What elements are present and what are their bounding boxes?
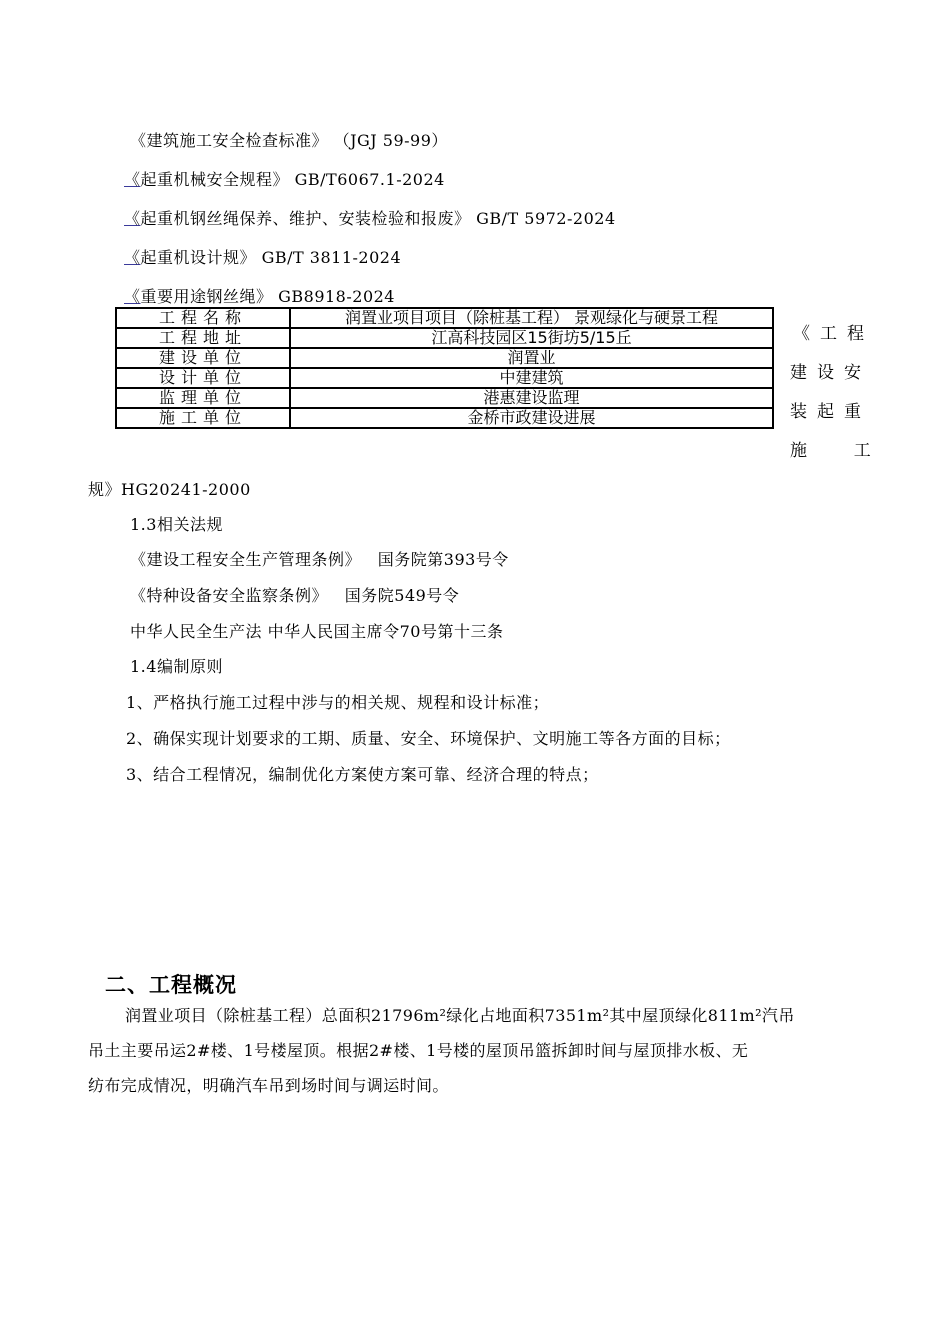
table-key: 建设单位 <box>116 348 290 368</box>
reference-mark[interactable]: 《 <box>124 209 141 228</box>
table-row <box>116 388 773 408</box>
table-row <box>116 328 773 348</box>
standard-item: 《起重机钢丝绳保养、维护、安装检验和报废》 GB/T 5972-2024 <box>124 209 616 228</box>
table-row <box>116 408 773 428</box>
reference-mark[interactable]: 《 <box>124 248 141 267</box>
side-text-line: 建设安 <box>790 363 871 383</box>
side-text-line: 《工程 <box>793 324 874 344</box>
table-value: 中建建筑 <box>290 368 773 388</box>
regulation-item: 《建设工程安全生产管理条例》 国务院第393号令 <box>130 550 509 569</box>
paragraph-line: 润置业项目（除桩基工程）总面积21796m²绿化占地面积7351m²其中屋顶绿化811m²汽吊 <box>125 1006 795 1025</box>
table-key: 工程名称 <box>116 308 290 328</box>
table-key: 设计单位 <box>116 368 290 388</box>
principle-item: 3、结合工程情况，编制优化方案使方案可靠、经济合理的特点； <box>126 765 599 784</box>
reference-mark[interactable]: 《 <box>124 287 141 306</box>
continuation-text: 规》HG20241-2000 <box>88 480 251 499</box>
standard-item: 《起重机械安全规程》 GB/T6067.1-2024 <box>124 170 445 189</box>
paragraph-line: 吊土主要吊运2#楼、1号楼屋顶。根据2#楼、1号楼的屋顶吊篮拆卸时间与屋顶排水板、无 <box>88 1041 749 1060</box>
principle-item: 2、确保实现计划要求的工期、质量、安全、环境保护、文明施工等各方面的目标； <box>126 729 731 748</box>
side-text-line: 施 工 <box>790 441 883 461</box>
principle-item: 1、严格执行施工过程中涉与的相关规、规程和设计标准； <box>126 693 550 712</box>
table-row <box>116 308 773 328</box>
table-value: 润置业项目项目（除桩基工程） 景观绿化与硬景工程 <box>290 308 773 328</box>
standard-item: 《重要用途钢丝绳》 GB8918-2024 <box>124 287 395 306</box>
regulation-item: 《特种设备安全监察条例》 国务院549号令 <box>130 586 460 605</box>
table-row <box>116 368 773 388</box>
project-info-table <box>115 307 774 429</box>
table-value: 润置业 <box>290 348 773 368</box>
side-text-line: 装起重 <box>790 402 871 422</box>
section-title: 1.3相关法规 <box>130 515 223 534</box>
section-heading: 二、工程概况 <box>105 973 237 997</box>
table-key: 监理单位 <box>116 388 290 408</box>
table-value: 金桥市政建设进展 <box>290 408 773 428</box>
standard-item: 《起重机设计规》 GB/T 3811-2024 <box>124 248 402 267</box>
section-title: 1.4编制原则 <box>130 657 223 676</box>
paragraph-line: 纺布完成情况，明确汽车吊到场时间与调运时间。 <box>88 1076 449 1095</box>
table-value: 港惠建设监理 <box>290 388 773 408</box>
table-row <box>116 348 773 368</box>
table-key: 施工单位 <box>116 408 290 428</box>
reference-mark[interactable]: 《 <box>124 170 141 189</box>
regulation-item: 中华人民全生产法 中华人民国主席令70号第十三条 <box>130 622 504 641</box>
table-value: 江高科技园区15街坊5/15丘 <box>290 328 773 348</box>
table-key: 工程地址 <box>116 328 290 348</box>
standard-item: 《建筑施工安全检查标准》 （JGJ 59-99） <box>130 131 448 150</box>
